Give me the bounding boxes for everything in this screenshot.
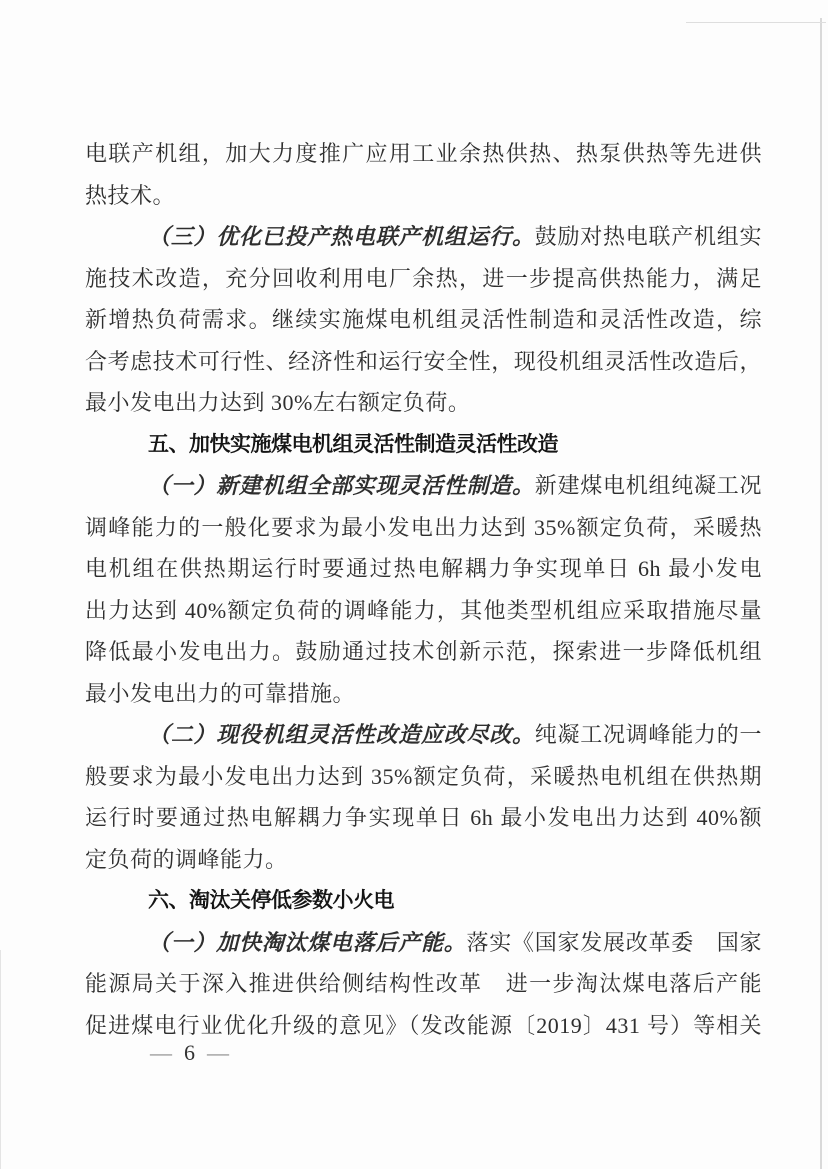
text-line: 电联产机组，加大力度推广应用工业余热供热、热泵供热等先进供 <box>85 141 762 166</box>
paragraph-lead: （一）新建机组全部实现灵活性制造。 <box>148 473 535 498</box>
section-heading-5: 五、加快实施煤电机组灵活性制造灵活性改造 <box>148 432 558 456</box>
text-line <box>85 922 762 964</box>
text-line: 般要求为最小发电出力达到 35%额定负荷，采暖热电机组在供热期 <box>85 763 762 789</box>
scan-edge-line-top <box>686 22 826 23</box>
page-number-value: 6 <box>184 1040 195 1065</box>
paragraph-body: 落实《国家发展改革委 国家 <box>466 929 762 955</box>
scan-edge-line-right <box>820 18 822 1169</box>
section-heading-6: 六、淘汰关停低参数小火电 <box>148 889 394 912</box>
paragraph-lead: （二）现役机组灵活性改造应改尽改。 <box>148 722 535 747</box>
page-number <box>150 1040 229 1066</box>
text-line: 运行时要通过热电解耦力争实现单日 6h 最小发电出力达到 40%额 <box>85 805 762 830</box>
text-line: 促进煤电行业优化升级的意见》（发改能源〔2019〕431 号）等相关 <box>85 1012 762 1038</box>
text-line: 出力达到 40%额定负荷的调峰能力，其他类型机组应采取措施尽量 <box>85 597 762 623</box>
text-line: 最小发电出力达到 30%左右额定负荷。 <box>85 390 471 415</box>
text-line: 合考虑技术可行性、经济性和运行安全性，现役机组灵活性改造后， <box>85 348 762 374</box>
text-line: 电机组在供热期运行时要通过热电解耦力争实现单日 6h 最小发电 <box>85 556 762 581</box>
text-line: 降低最小发电出力。鼓励通过技术创新示范，探索进一步降低机组 <box>85 639 762 664</box>
page-number-dash-right: — <box>207 1040 229 1065</box>
text-line: 最小发电出力的可靠措施。 <box>85 680 356 706</box>
page-number-dash-left: — <box>150 1040 172 1065</box>
paragraph-body: 鼓励对热电联产机组实 <box>534 224 762 249</box>
text-line: 定负荷的调峰能力。 <box>85 846 288 872</box>
text-line: 新增热负荷需求。继续实施煤电机组灵活性制造和灵活性改造，综 <box>85 307 762 332</box>
text-line <box>85 714 762 756</box>
text-line <box>85 465 762 507</box>
paragraph-lead: （三）优化已投产热电联产机组运行。 <box>148 224 535 249</box>
paragraph-body: 纯凝工况调峰能力的一 <box>534 722 762 747</box>
text-line: 能源局关于深入推进供给侧结构性改革 进一步淘汰煤电落后产能 <box>85 971 762 996</box>
document-body <box>85 133 762 1046</box>
text-line: 施技术改造，充分回收利用电厂余热，进一步提高供热能力，满足 <box>85 265 762 291</box>
text-line: 调峰能力的一般化要求为最小发电出力达到 35%额定负荷，采暖热 <box>85 514 762 540</box>
paragraph-lead: （一）加快淘汰煤电落后产能。 <box>148 929 467 955</box>
text-line: 热技术。 <box>85 182 176 208</box>
scan-edge-line-left <box>0 950 1 1169</box>
text-line <box>85 216 762 258</box>
paragraph-body: 新建煤电机组纯凝工况 <box>534 473 762 498</box>
